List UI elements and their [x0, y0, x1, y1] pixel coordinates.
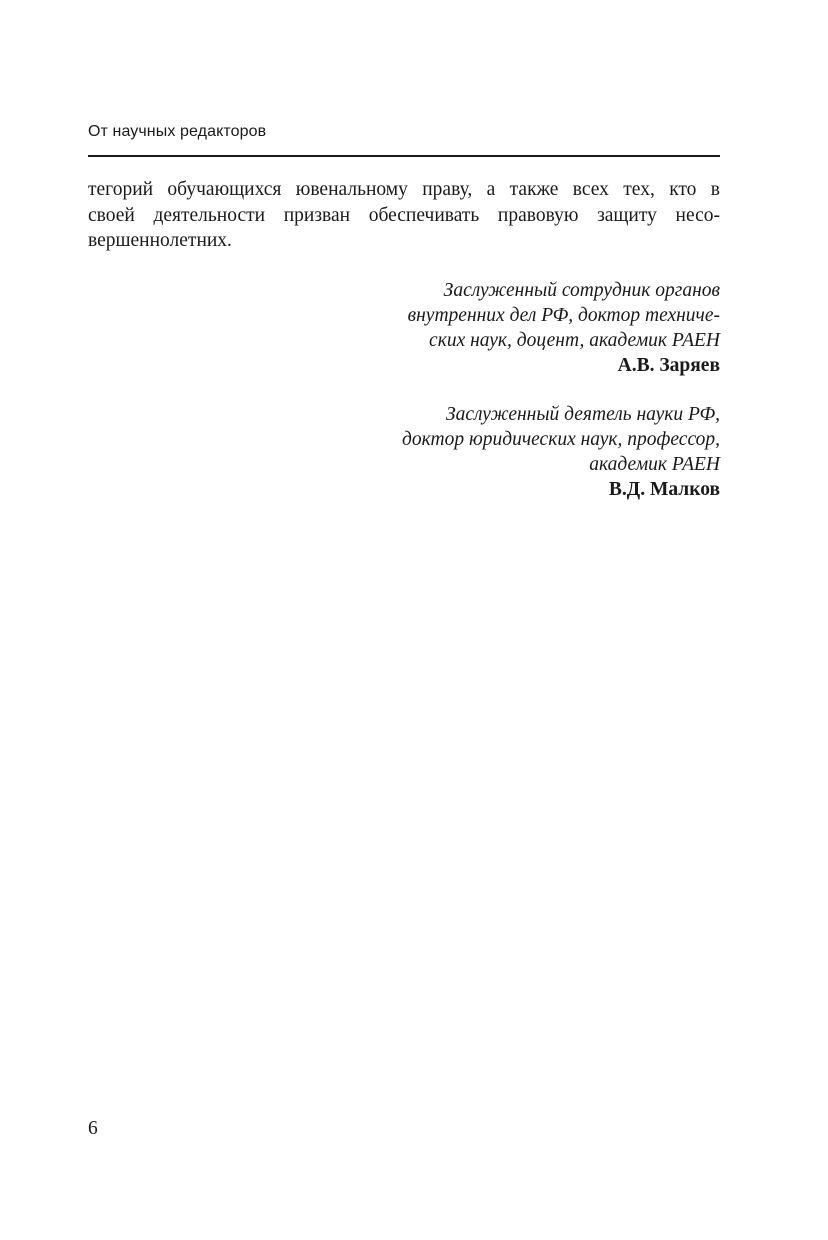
body-line: своей деятельности призван обеспечивать правовую защиту несо- — [88, 204, 720, 226]
signature-title-line: Заслуженный деятель науки РФ, — [445, 404, 720, 425]
header-rule — [88, 155, 720, 157]
body-line: вершеннолетних. — [88, 230, 232, 251]
signature-title-line: ских наук, доцент, академик РАЕН — [429, 330, 720, 351]
running-head-title: От научных редакторов — [88, 123, 267, 140]
signature-title-line: академик РАЕН — [589, 454, 720, 475]
page-number: 6 — [88, 1118, 98, 1139]
signature-name: А.В. Заряев — [617, 355, 720, 376]
signature-block-malkov — [402, 402, 720, 502]
body-paragraph — [88, 177, 720, 254]
signature-name: В.Д. Малков — [608, 479, 720, 500]
signature-title-line: внутренних дел РФ, доктор техниче- — [407, 305, 720, 326]
signature-block-zaryaev — [408, 278, 720, 378]
signature-title-line: Заслуженный сотрудник органов — [443, 280, 720, 301]
signature-title-line: доктор юридических наук, профессор, — [402, 429, 720, 450]
body-line: тегорий обучающихся ювенальному праву, а также всех тех, кто в — [88, 179, 720, 200]
